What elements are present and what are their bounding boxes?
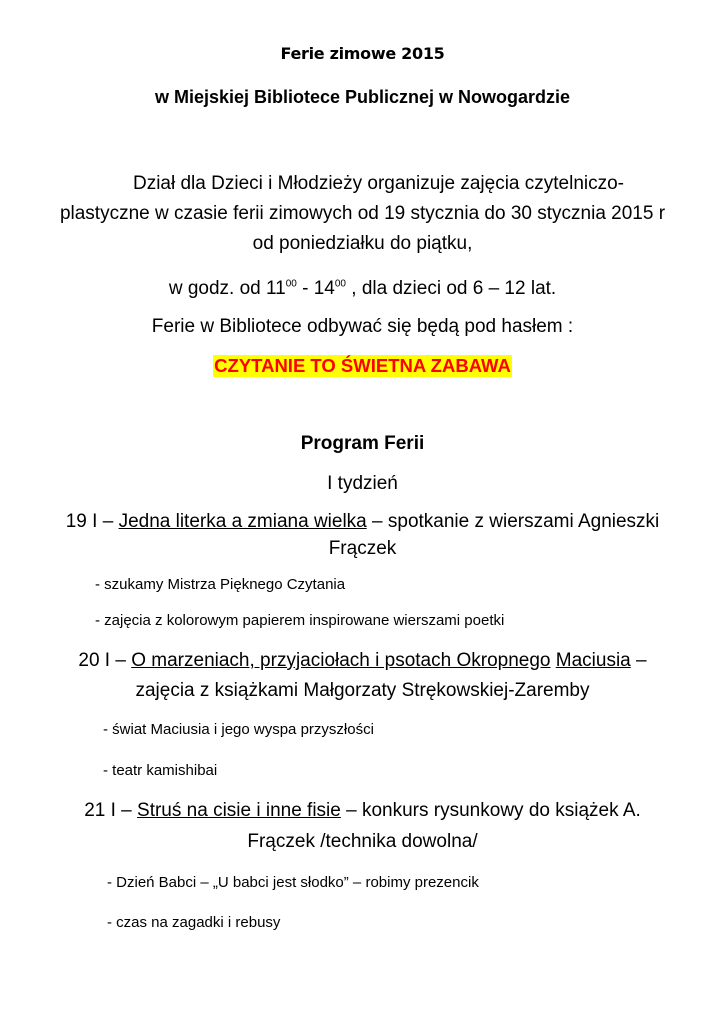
week-heading: I tydzień bbox=[327, 473, 398, 494]
day-3-title: Struś na cisie i inne fisie bbox=[137, 800, 341, 821]
day-3-line-2: Frączek /technika dowolna/ bbox=[247, 831, 478, 852]
day-1-description: – spotkanie z wierszami Agnieszki bbox=[366, 511, 660, 532]
day-2-date: 20 I – bbox=[78, 650, 132, 671]
slogan-line bbox=[0, 355, 725, 377]
page-subtitle: w Miejskiej Bibliotece Publicznej w Nowogardzie bbox=[154, 87, 571, 107]
day-2-title: O marzeniach, przyjaciołach i psotach Okropnego bbox=[131, 650, 551, 671]
hours-prefix: w godz. od 11 bbox=[168, 278, 286, 299]
hours-dash: - 14 bbox=[296, 278, 335, 299]
day-2-title-b: Maciusia bbox=[555, 650, 631, 671]
day-2-line-1 bbox=[0, 650, 725, 673]
page-title: Ferie zimowe 2015 bbox=[280, 44, 445, 63]
day-1-line-1 bbox=[0, 511, 725, 534]
slogan-highlight: CZYTANIE TO ŚWIETNA ZABAWA bbox=[214, 355, 511, 376]
intro-line-2: plastyczne w czasie ferii zimowych od 19 stycznia do 30 stycznia 2015 r bbox=[59, 203, 666, 224]
day-1-bullet-2: - zajęcia z kolorowym papierem inspirowane wierszami poetki bbox=[95, 612, 505, 629]
motto-line: Ferie w Bibliotece odbywać się będą pod hasłem : bbox=[151, 316, 574, 337]
day-1-date: 19 I – bbox=[65, 511, 119, 532]
day-3-description: – konkurs rysunkowy do książek A. bbox=[340, 800, 641, 821]
day-2-description: – bbox=[630, 650, 647, 671]
day-2-bullet-2: - teatr kamishibai bbox=[103, 762, 218, 779]
hours-suffix: , dla dzieci od 6 – 12 lat. bbox=[346, 278, 557, 299]
day-1-title: Jedna literka a zmiana wielka bbox=[118, 511, 367, 532]
day-2-line-2: zajęcia z książkami Małgorzaty Strękowskiej-Zaremby bbox=[135, 680, 590, 701]
day-1-bullet-1: - szukamy Mistrza Pięknego Czytania bbox=[95, 576, 346, 593]
day-3-bullet-1: - Dzień Babci – „U babci jest słodko” – robimy prezencik bbox=[107, 874, 479, 891]
intro-line-3: od poniedziałku do piątku, bbox=[252, 233, 473, 254]
intro-line-1: Dział dla Dzieci i Młodzieży organizuje zajęcia czytelniczo- bbox=[132, 173, 625, 194]
day-3-bullet-2: - czas na zagadki i rebusy bbox=[107, 914, 281, 931]
hours-end-minutes: 00 bbox=[334, 278, 346, 290]
day-2-bullet-1: - świat Maciusia i jego wyspa przyszłości bbox=[103, 721, 374, 738]
day-3-line-1 bbox=[0, 800, 725, 823]
intro-hours-line bbox=[0, 278, 725, 301]
day-1-line-2: Frączek bbox=[328, 538, 397, 559]
day-3-date: 21 I – bbox=[84, 800, 138, 821]
program-heading: Program Ferii bbox=[300, 433, 425, 454]
hours-start-minutes: 00 bbox=[285, 278, 297, 290]
